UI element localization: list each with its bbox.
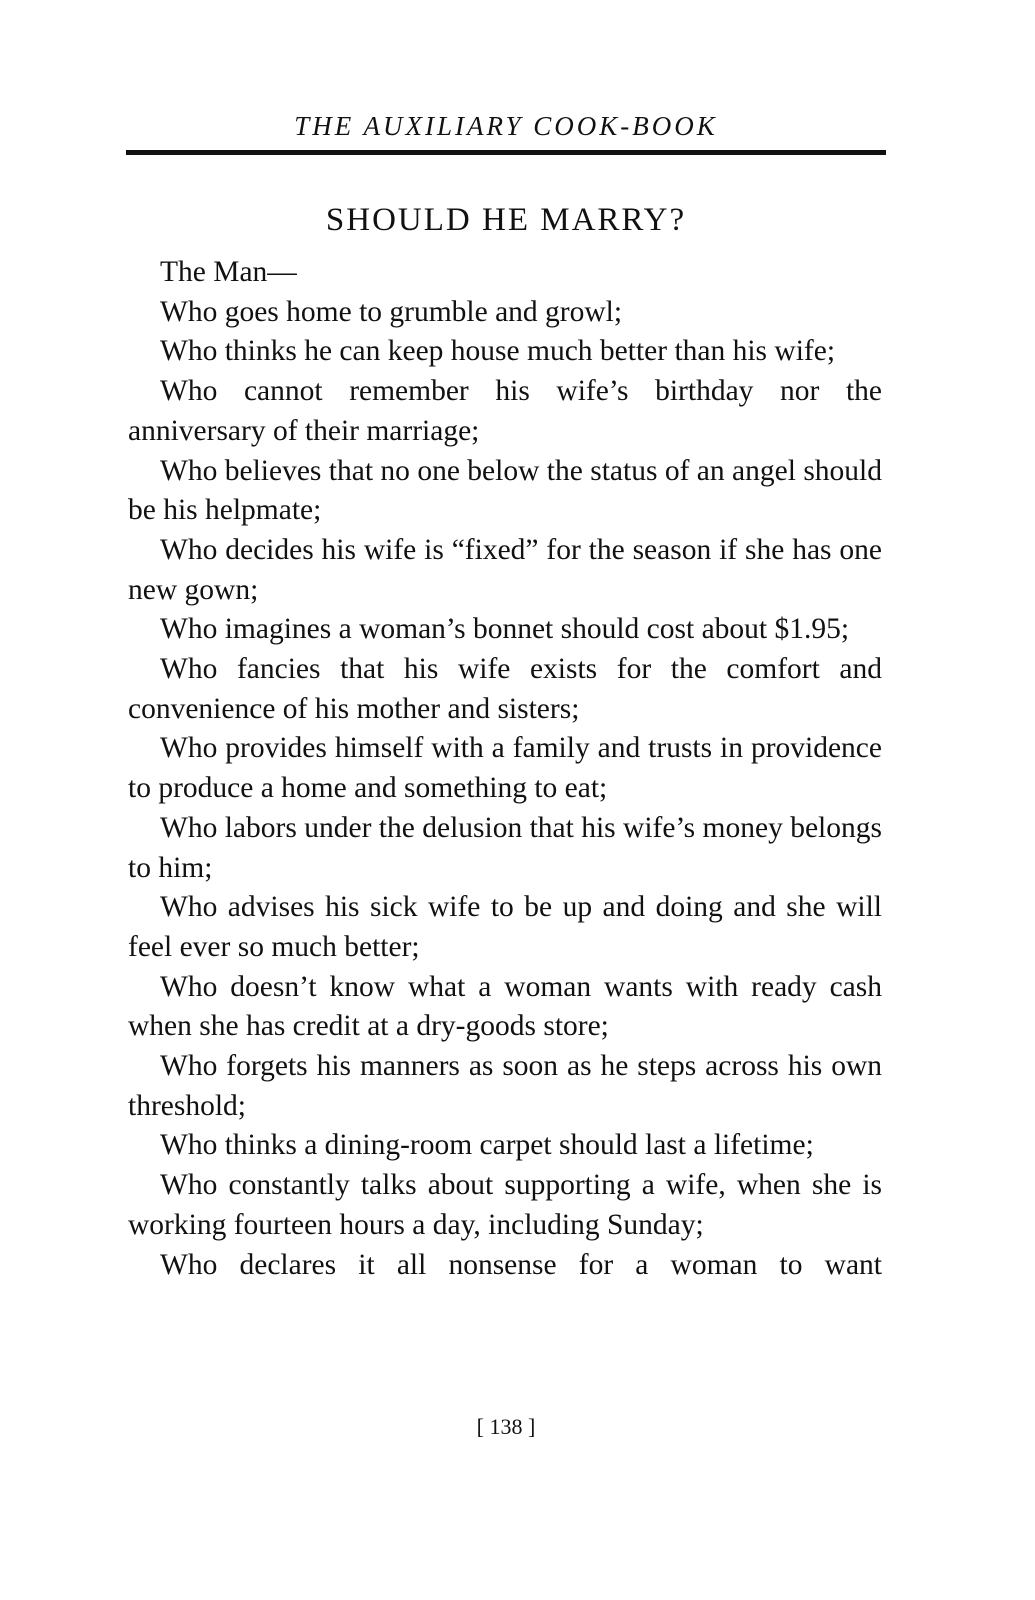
paragraph: Who forgets his manners as soon as he steps across his own threshold; <box>128 1050 882 1122</box>
paragraph: Who believes that no one below the status of an angel should be his helpmate; <box>128 454 882 527</box>
paragraph: Who fancies that his wife exists for the comfort and convenience of his mother and sisters; <box>128 653 882 725</box>
paragraph: Who goes home to grumble and growl; <box>160 295 623 328</box>
body-text <box>128 253 882 1285</box>
paragraph: Who constantly talks about supporting a wife, when she is working fourteen hours a day, including Sunday; <box>128 1169 882 1241</box>
paragraph: Who labors under the delusion that his wife’s money belongs to him; <box>128 811 882 884</box>
paragraph: Who cannot remember his wife’s birthday nor the anniversary of their marriage; <box>128 375 882 447</box>
paragraph: Who thinks he can keep house much better than his wife; <box>160 335 836 368</box>
running-head: THE AUXILIARY COOK-BOOK <box>294 111 718 141</box>
paragraph: Who doesn’t know what a woman wants with ready cash when she has credit at a dry-goods store; <box>128 970 882 1043</box>
section-title: SHOULD HE MARRY? <box>325 202 687 238</box>
paragraph: Who imagines a woman’s bonnet should cost about $1.95; <box>160 613 850 646</box>
paragraph: Who advises his sick wife to be up and doing and she will feel ever so much better; <box>128 891 882 963</box>
paragraph-continued: Who declares it all nonsense for a woman to want <box>160 1248 882 1281</box>
page-number: [ 138 ] <box>476 1414 536 1439</box>
paragraph: Who decides his wife is “fixed” for the season if she has one new gown; <box>128 533 882 606</box>
header-rule <box>126 150 886 155</box>
intro-line: The Man— <box>160 256 297 288</box>
paragraph: Who provides himself with a family and trusts in providence to produce a home and something to eat; <box>128 732 882 805</box>
paragraph: Who thinks a dining-room carpet should last a lifetime; <box>160 1129 814 1162</box>
